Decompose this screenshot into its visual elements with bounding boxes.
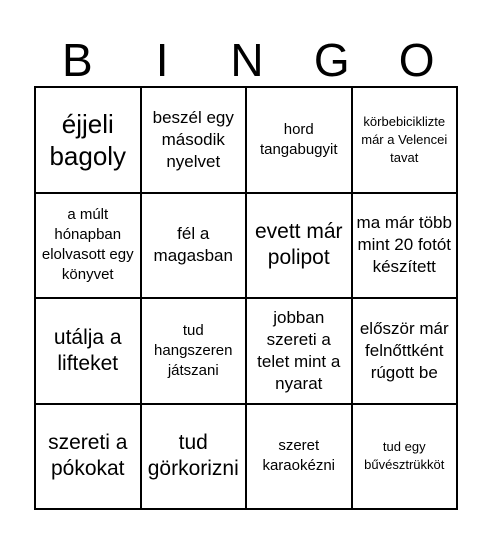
cell-text: hord tangabugyit <box>259 120 338 158</box>
cell-text: fél a magasban <box>153 224 233 266</box>
bingo-cell[interactable] <box>141 193 247 299</box>
header-letter-i: I <box>155 34 169 86</box>
cell-text: szeret karaokézni <box>262 437 336 475</box>
bingo-header <box>35 34 459 86</box>
cell-text: éjjeli bagoly <box>49 108 127 171</box>
header-letter-o: O <box>398 34 435 86</box>
bingo-cell[interactable] <box>352 298 458 404</box>
bingo-cell[interactable] <box>352 87 458 193</box>
cell-text: evett már polipot <box>254 220 343 270</box>
header-letter-b: B <box>62 34 93 86</box>
bingo-cell[interactable] <box>35 298 141 404</box>
bingo-cell[interactable] <box>246 87 352 193</box>
header-letter-g: G <box>313 34 350 86</box>
cell-text: jobban szereti a telet mint a nyarat <box>257 307 341 393</box>
cell-text: tud görkorizni <box>147 431 239 481</box>
bingo-cell[interactable] <box>141 87 247 193</box>
bingo-cell[interactable] <box>35 193 141 299</box>
cell-text: beszél egy második nyelvet <box>152 107 234 171</box>
cell-text: ma már több mint 20 fotót készített <box>356 213 452 277</box>
bingo-cell[interactable] <box>35 87 141 193</box>
bingo-board <box>34 86 458 510</box>
cell-text: a múlt hónapban elolvasott egy könyvet <box>41 206 134 284</box>
bingo-cell[interactable] <box>352 404 458 510</box>
bingo-cell[interactable] <box>246 298 352 404</box>
bingo-cell[interactable] <box>141 298 247 404</box>
cell-text: utálja a lifteket <box>53 325 122 375</box>
bingo-cell[interactable] <box>352 193 458 299</box>
cell-text: szereti a pókokat <box>48 431 128 481</box>
cell-text: először már felnőttként rúgott be <box>359 318 449 382</box>
bingo-cell[interactable] <box>35 404 141 510</box>
bingo-cell[interactable] <box>246 404 352 510</box>
cell-text: tud egy bűvésztrükköt <box>364 439 445 473</box>
cell-text: tud hangszeren játszani <box>154 321 233 379</box>
bingo-cell[interactable] <box>246 193 352 299</box>
bingo-cell[interactable] <box>141 404 247 510</box>
header-letter-n: N <box>230 34 264 86</box>
cell-text: körbebiciklizte már a Velencei tavat <box>361 113 448 165</box>
